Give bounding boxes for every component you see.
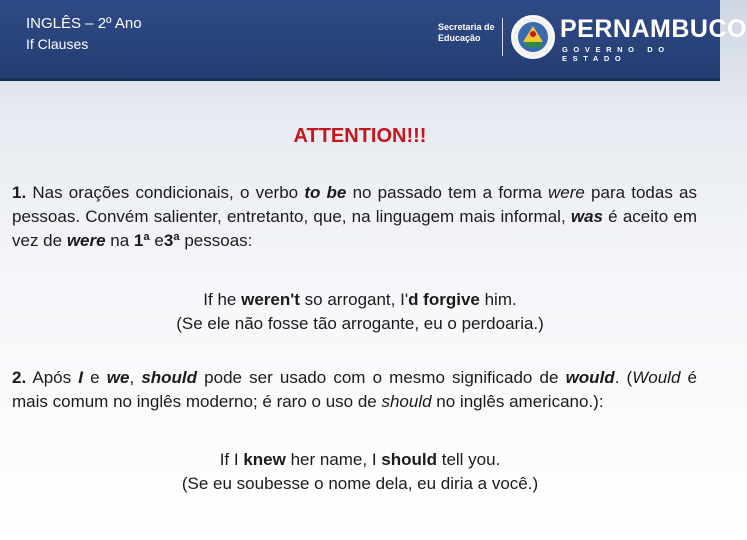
text: e xyxy=(149,231,164,250)
text: pode ser usado com o mesmo significado de xyxy=(197,368,566,387)
example-sentence xyxy=(0,448,720,472)
emphasis: would xyxy=(565,368,615,387)
course-heading xyxy=(26,14,142,54)
example-sentence xyxy=(0,288,720,312)
secretaria-line1: Secretaria de xyxy=(438,22,495,32)
rule-paragraph-2 xyxy=(12,366,697,414)
text: para todas as pessoas. Convém salienter, entretanto, que, na linguagem mais informal, xyxy=(12,183,697,226)
logo-divider xyxy=(502,18,503,56)
course-subtitle: If Clauses xyxy=(26,36,89,52)
rule-number: 2. xyxy=(12,368,27,387)
emphasis: were xyxy=(66,231,106,250)
emphasis: was xyxy=(570,207,603,226)
text: so arrogant, I' xyxy=(299,290,409,309)
text: no passado tem a forma xyxy=(346,183,548,202)
text: Nas orações condicionais, o verbo xyxy=(26,183,305,202)
rule-paragraph-1 xyxy=(12,181,697,253)
text: If I xyxy=(219,450,244,469)
secretaria-line2: Educação xyxy=(438,33,481,43)
rule-number: 1. xyxy=(12,183,27,202)
emphasis: 1ª xyxy=(133,231,150,250)
text: . ( xyxy=(614,368,633,387)
text: her name, I xyxy=(285,450,382,469)
text: him. xyxy=(479,290,517,309)
emphasis: were xyxy=(547,183,585,202)
emphasis: should xyxy=(141,368,198,387)
emphasis: Would xyxy=(632,368,681,387)
emphasis: I xyxy=(78,368,84,387)
example-translation: (Se ele não fosse tão arrogante, eu o perdoaria.) xyxy=(176,314,544,333)
emphasis: d forgive xyxy=(408,290,480,309)
text: , xyxy=(129,368,142,387)
example-2 xyxy=(0,448,720,496)
text: e xyxy=(83,368,107,387)
emphasis: 3ª xyxy=(163,231,180,250)
attention-title: ATTENTION!!! xyxy=(293,125,427,147)
text: Após xyxy=(26,368,79,387)
course-title: INGLÊS – 2º Ano xyxy=(26,15,142,32)
example-1 xyxy=(0,288,720,336)
header-bar xyxy=(0,0,747,81)
government-logo xyxy=(438,10,747,66)
government-label: GOVERNO DO ESTADO xyxy=(562,45,670,63)
state-seal-icon xyxy=(510,14,556,60)
text: é mais comum no inglês moderno; é raro o uso de xyxy=(12,368,697,411)
text: é aceito em vez de xyxy=(12,207,697,250)
emphasis: should xyxy=(381,450,437,469)
emphasis: we xyxy=(106,368,130,387)
emphasis: should xyxy=(381,392,432,411)
text: na xyxy=(105,231,134,250)
text: pessoas: xyxy=(179,231,253,250)
text: If he xyxy=(203,290,242,309)
state-name: PERNAMBUCO xyxy=(560,15,747,43)
emphasis: knew xyxy=(243,450,286,469)
emphasis: to be xyxy=(304,183,347,202)
example-translation: (Se eu soubesse o nome dela, eu diria a você.) xyxy=(181,474,539,493)
secretaria-label xyxy=(438,22,495,44)
emphasis: weren't xyxy=(241,290,300,309)
text: tell you. xyxy=(437,450,501,469)
text: no inglês americano.): xyxy=(431,392,604,411)
